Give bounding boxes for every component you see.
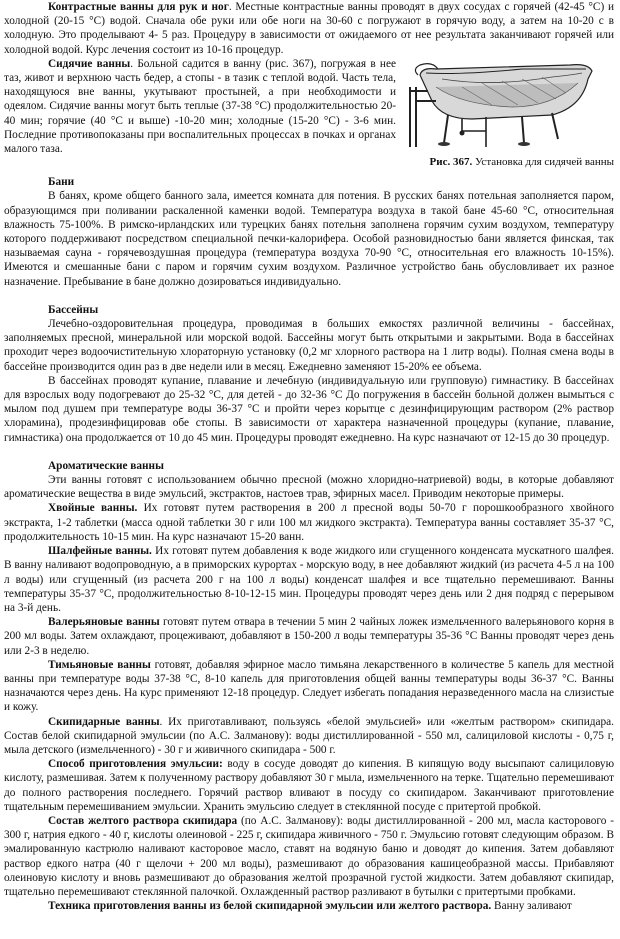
aroma-intro: Эти ванны готовят с использованием обычно пресной (можно хлоридно-натриевой) воды, в которые добавляют ароматические вещества в виде эмульсий, экстрактов, настоев трав, эфирных масел. Приводим некоторые примеры.: [4, 474, 614, 501]
sitz-baths-paragraph: Сидячие ванны. Больной садится в ванну (рис. 367), погружая в нее таз, живот и верхнюю часть бедер, а стопы - в тазик с теплой водой. Часть тела, находящуюся вне ванны, укутывают простыней, а при необходимости и одеялом. Сидячие ванны могут быть теплые (37-38 °С) продолжительностью 20-40 мин; горячие (40 °С и выше) -10-20 мин; холодные (15-20 °С) - 3-6 мин. Последние противопоказаны при воспалительных процессах в почках и органах малого таза.: [4, 57, 396, 156]
sitz-bath-section: [4, 57, 614, 169]
conifer-paragraph: Хвойные ванны. Их готовят путем растворения в 200 л пресной воды 50-70 г порошкообразного хвойного экстракта, 1-2 таблетки (масса одной таблетки 30 г или 100 мл жидкого экстракта). Температура ванны составляет 35-37 °С, продолжительность 10-15 мин. На курс назначают 15-20 ванн.: [4, 502, 614, 543]
contrast-baths-title: Контрастные ванны для рук и ног: [48, 1, 229, 13]
yellow-solution-paragraph: Состав желтого раствора скипидара (по А.С. Залманову): воды дистиллированной - 200 мл, масла касторового - 300 г, натрия едкого - 40 г, кислоты олеиновой - 225 г, скипидара живичного - 750 г. Эмульсию готовят следующим образом. В эмалированную кастрюлю наливают касторовое масло, ставят на водяную баню и доводят до кипения. Затем добавляют раствор едкого натра (40 г щелочи + 200 мл воды), размешивают до образования кашицеобразной массы. Прибавляют олеиновую кислоту и вновь размешивают до образования желтой прозрачной густой жидкости. Затем добавляют скипидар, тщательно перемешивают стеклянной палочкой. Охлажденный раствор разливают в бутылки с притертыми пробками.: [4, 814, 614, 898]
sitz-baths-title: Сидячие ванны: [48, 57, 131, 70]
emulsion-paragraph: Способ приготовления эмульсии: воду в сосуде доводят до кипения. В кипящую воду высыпают салициловую кислоту, размешивая. Затем к полученному раствору добавляют 30 г мыла, измельченного на терке. Тщательно перемешивают до полного растворения последнего. Горячий раствор вливают в посуду со скипидаром. Заканчивают приготовление тщательным перемешиванием эмульсии. Хранить эмульсию следует в стеклянной посуде с притертой пробкой.: [4, 758, 615, 813]
figure-367: [402, 57, 614, 169]
aroma-heading: Ароматические ванны: [48, 459, 164, 472]
technique-paragraph: Техника приготовления ванны из белой скипидарной эмульсии или желтого раствора. Ванну заливают: [48, 900, 572, 913]
sitz-bath-illustration: [402, 57, 612, 149]
turpentine-paragraph: Скипидарные ванны. Их приготавливают, пользуясь «белой эмульсией» или «желтым раствором» скипидара. Состав белой скипидарной эмульсии (по А.С. Залманову): воды дистиллированной - 550 мл, салициловой кислоты - 0,75 г, мыла детского (измельченного) - 30 г и живичного скипидара - 500 г.: [4, 715, 614, 756]
pools-heading: Бассейны: [48, 303, 99, 316]
page: [4, 0, 614, 913]
pools-paragraph-2: В бассейнах проводят купание, плавание и лечебную (индивидуальную или групповую) гимнастику. В бассейнах для взрослых воду подогревают до 25-32 °С, для детей - до 32-36 °С До погружения в бассейн больной должен вымыться с мылом под душем при температуре воды 36-37 °С и пройти через корытце с дезинфицирующим раствором (2% раствор хлорамина), продезинфицировав обе стопы. В зависимости от характера назначенной процедуры (купание, плавание, гимнастика) она продолжается от 10 до 45 мин. Процедуры проводят ежедневно. На курс назначают от 12-15 до 30 процедур.: [4, 374, 614, 444]
figure-caption: Рис. 367. Установка для сидячей ванны: [429, 156, 614, 169]
valerian-title: Валерьяновые ванны: [48, 616, 160, 629]
valerian-paragraph: Валерьяновые ванны готовят путем отвара в течении 5 мин 2 чайных ложек измельченного валерьянового корня в 200 мл воды. Затем охлаждают, процеживают, добавляют в 150-200 л воды температуры 35-36 °С Ванны проводят через день или 2-3 в неделю.: [4, 616, 614, 657]
pools-paragraph-1: Лечебно-оздоровительная процедура, проводимая в больших емкостях различной величины - бассейнах, заполняемых пресной, минеральной или морской водой. Бассейны могут быть открытыми и закрытыми. Вода в бассейнах проходит через водоочистительную хлораторную установку (0,2 мг хлорного раствора на 1 литр воды). Полная смена воды в бассейне производится один раз в две недели или в месяц. Ежедневно заменяют 15-20% ее объема.: [4, 318, 614, 373]
sage-paragraph: Шалфейные ванны. Их готовят путем добавления к воде жидкого или сгущенного конденсата мускатного шалфея. В ванну наливают водопроводную, а в приморских курортах - морскую воду, в нее добавляют жидкий (из расчета 4-5 л на 100 л воды) или сгущенный (из расчета 200 г на 100 л воды) конденсат шалфея и все тщательно перемешивают. Ванны температуры 35-37 °С, продолжительностью 8-10-12-15 мин. Процедуры проводят через день или 2 дня подряд с перерывом на 3-й день.: [4, 545, 614, 614]
bani-paragraph: В банях, кроме общего банного зала, имеется комната для потения. В русских банях потельная заполняется паром, образующимся при поливании раскаленной каменки водой. Температура воздуха в такой бане 45-60 °С, относительная влажность 75-100%. В римско-ирландских или турецких банях потельня заполнена горячим сухим воздухом, температуру которого поддерживают посредством специальной печки-калорифера. Особой разновидностью бани является финская, так называемая сауна - горячевоздушная процедура (температура воздуха 70-90 °С, относительная его влажность 10-15%). Имеются и смешанные бани с паром и горячим сухим воздухом. Различное устройство бань обусловливает их разное назначение. Пребывание в бане должно дозироваться индивидуально.: [4, 190, 614, 288]
bani-heading: Бани: [48, 176, 75, 189]
thyme-paragraph: Тимьяновые ванны готовят, добавляя эфирное масло тимьяна лекарственного в количестве 5 капель для местной ванны при температуре воды 37-38 °С, 8-10 капель для приготовления общей ванны температуры воды 36-37 °С. Ванны назначаются через день. На курс применяют 12-18 процедур. Следует избегать попадания неразведенного масла на слизистые и кожу.: [4, 658, 614, 714]
yellow-solution-title: Состав желтого раствора скипидара: [48, 814, 238, 827]
conifer-title: Хвойные ванны.: [48, 502, 138, 515]
contrast-baths-paragraph: Контрастные ванны для рук и ног. Местные контрастные ванны проводят в двух сосудах с горячей (42-45 °С) и холодной (20-15 °С) водой. Сначала обе руки или обе ноги на 30-60 с погружают в горячую воду, а затем на 10-20 с в холодную. Это проделывают 4- 5 раз. Процедуру в зависимости от ожидаемого от нее результата заканчивают горячей или холодной водой. Курс лечения состоит из 10-16 процедур.: [4, 1, 614, 56]
emulsion-title: Способ приготовления эмульсии:: [48, 758, 223, 771]
sage-title: Шалфейные ванны.: [48, 545, 152, 558]
technique-title: Техника приготовления ванны из белой скипидарной эмульсии или желтого раствора.: [48, 900, 492, 913]
thyme-title: Тимьяновые ванны: [48, 658, 151, 671]
figure-label: Рис. 367.: [429, 156, 473, 169]
turpentine-title: Скипидарные ванны: [48, 715, 160, 728]
